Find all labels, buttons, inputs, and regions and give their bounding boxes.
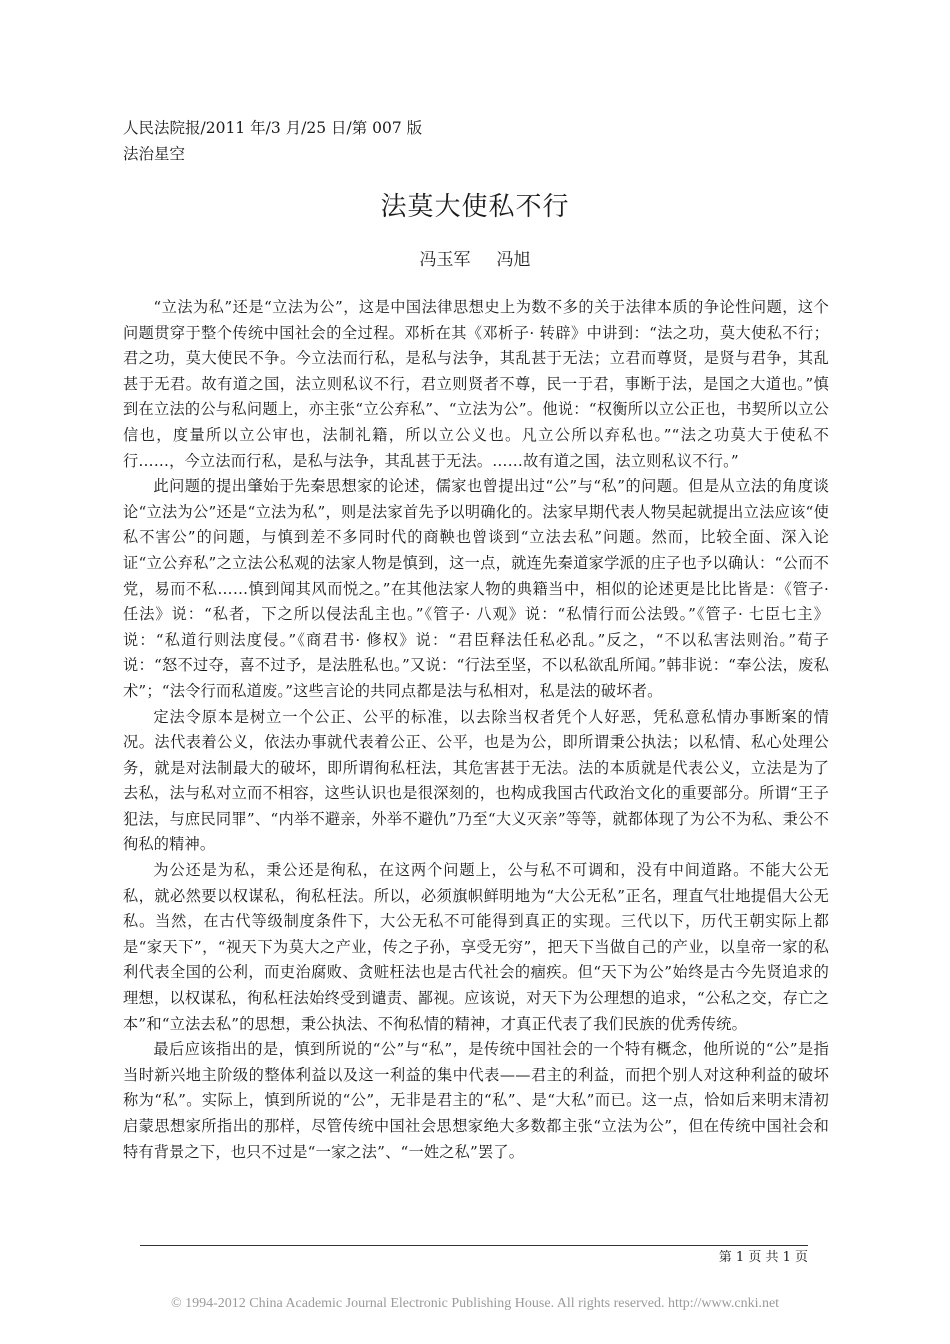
article-body — [123, 295, 829, 1165]
paragraph: 定法令原本是树立一个公正、公平的标准，以去除当权者凭个人好恶，凭私意私情办事断案的情况。法代表着公义，依法办事就代表着公正、公平，也是为公，即所谓秉公执法；以私情、私心处理公务，就是对法制最大的破坏，即所谓徇私枉法，其危害甚于无法。法的本质就是代表公义，立法是为了去私，法与私对立而不相容，这些认识也是很深刻的，也构成我国古代政治文化的重要部分。所谓“王子犯法，与庶民同罪”、“内举不避亲，外举不避仇”乃至“大义灭亲”等等，就都体现了为公不为私、秉公不徇私的精神。 — [123, 707, 829, 854]
page-indicator: 第 1 页 共 1 页 — [718, 1250, 808, 1265]
footer-divider — [140, 1245, 808, 1246]
paragraph: “立法为私”还是“立法为公”，这是中国法律思想史上为数不多的关于法律本质的争论性问题，这个问题贯穿于整个传统中国社会的全过程。邓析在其《邓析子· 转辟》中讲到：“法之功，莫大使私不行；君之功，莫大使民不争。今立法而行私，是私与法争，其乱甚于无法；立君而尊贤，是贤与君争，其乱甚于无君。故有道之国，法立则私议不行，君立则贤者不尊，民一于君，事断于法，是国之大道也。”慎到在立法的公与私问题上，亦主张“立公弃私”、“立法为公”。他说：“权衡所以立公正也，书契所以立公信也，度量所以立公审也，法制礼籍，所以立公义也。凡立公所以弃私也。”“法之功莫大于使私不行……，今立法而行私，是私与法争，其乱甚于无法。……故有道之国，法立则私议不行。” — [123, 298, 829, 470]
paragraph: 为公还是为私，秉公还是徇私，在这两个问题上，公与私不可调和，没有中间道路。不能大公无私，就必然要以权谋私，徇私枉法。所以，必须旗帜鲜明地为“大公无私”正名，理直气壮地提倡大公无私。当然，在古代等级制度条件下，大公无私不可能得到真正的实现。三代以下，历代王朝实际上都是“家天下”，“视天下为莫大之产业，传之子孙，享受无穷”，把天下当做自己的产业，以皇帝一家的私利代表全国的公利，而吏治腐败、贪赃枉法也是古代社会的痼疾。但“天下为公”始终是古今先贤追求的理想，以权谋私，徇私枉法始终受到谴责、鄙视。应该说，对天下为公理想的追求，“公私之交，存亡之本”和“立法去私”的思想，秉公执法、不徇私情的精神，才真正代表了我们民族的优秀传统。 — [123, 861, 829, 1033]
author-name: 冯玉军 — [419, 250, 471, 270]
paragraph: 此问题的提出肇始于先秦思想家的论述，儒家也曾提出过“公”与“私”的问题。但是从立法的角度谈论“立法为公”还是“立法为私”，则是法家首先予以明确化的。法家早期代表人物吴起就提出立法应该“使私不害公”的问题，与慎到差不多同时代的商鞅也曾谈到“立法去私”问题。然而，比较全面、深入论证“立公弃私”之立法公私观的法家人物是慎到，这一点，就连先秦道家学派的庄子也予以确认：“公而不党，易而不私……慎到闻其风而悦之。”在其他法家人物的典籍当中，相似的论述更是比比皆是：《管子· 任法》说：“私者，下之所以侵法乱主也。”《管子· 八观》说：“私情行而公法毁。”《管子· 七臣七主》说：“私道行则法度侵。”《商君书· 修权》说：“君臣释法任私必乱。”反之，“不以私害法则治。”荀子说：“怒不过夺，喜不过予，是法胜私也。”又说：“行法至坚，不以私欲乱所闻。”韩非说：“奉公法，废私术”；“法令行而私道废。”这些言论的共同点都是法与私相对，私是法的破坏者。 — [123, 477, 829, 700]
article-authors — [0, 246, 950, 274]
column-name: 法治星空 — [123, 145, 186, 163]
source-line: 人民法院报/2011 年/3 月/25 日/第 007 版 — [123, 119, 423, 137]
article-title: 法莫大使私不行 — [380, 192, 570, 222]
paragraph: 最后应该指出的是，慎到所说的“公”与“私”，是传统中国社会的一个特有概念，他所说的“公”是指当时新兴地主阶级的整体利益以及这一利益的集中代表——君主的利益，而把个别人对这种利益的破坏称为“私”。实际上，慎到所说的“公”，无非是君主的“私”、是“大私”而已。这一点，恰如后来明末清初启蒙思想家所指出的那样，尽管传统中国社会思想家绝大多数都主张“立法为公”，但在传统中国社会和特有背景之下，也只不过是“一家之法”、“一姓之私”罢了。 — [123, 1040, 829, 1161]
copyright-notice: © 1994-2012 China Academic Journal Electronic Publishing House. All rights reserved. http://www.cnki.net — [170, 1296, 780, 1311]
source-info — [123, 115, 422, 167]
author-name: 冯旭 — [496, 250, 531, 270]
